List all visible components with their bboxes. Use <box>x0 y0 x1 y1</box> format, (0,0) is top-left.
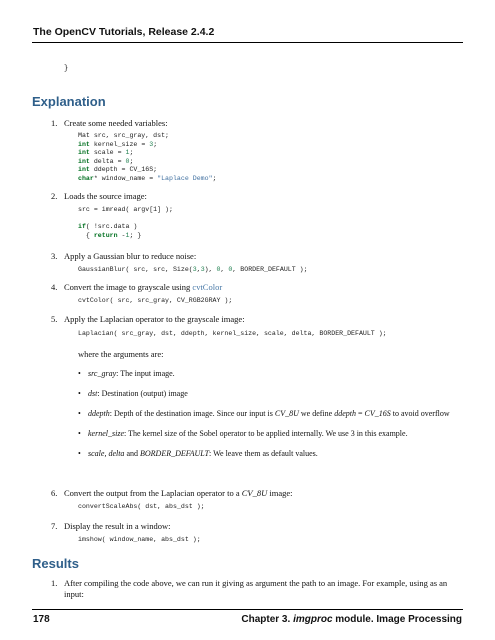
step-text: Apply the Laplacian operator to the grayscale image: <box>64 314 245 324</box>
arg-desc: we define <box>298 409 335 418</box>
step-text: image: <box>267 488 293 498</box>
list-item <box>78 428 468 439</box>
list-item <box>78 448 468 459</box>
code-keyword: char <box>78 174 94 182</box>
arg-desc: and <box>124 449 140 458</box>
code-keyword: int <box>78 166 90 174</box>
code-line: ddepth = CV_16S; <box>89 166 158 174</box>
code-number: 0 <box>228 266 233 273</box>
arg-desc: : We leave them as default values. <box>209 449 318 458</box>
footer-rest: module. Image Processing <box>332 614 462 625</box>
step-text: Create some needed variables: <box>64 118 168 128</box>
code-number: 0 <box>125 157 130 165</box>
code-gray: cvtColor( src, src_gray, CV_RGB2GRAY ); <box>78 297 233 304</box>
step-text: Convert the image to grayscale using <box>64 282 193 292</box>
step-6 <box>51 488 293 498</box>
list-item <box>78 368 468 379</box>
step-text: Convert the output from the Laplacian operator to a <box>64 488 242 498</box>
header-rule <box>32 42 463 43</box>
code-line: - <box>117 231 126 239</box>
arg-term: ddepth <box>88 409 110 418</box>
code-laplacian: Laplacian( src_gray, dst, ddepth, kernel_size, scale, delta, BORDER_DEFAULT ); <box>78 330 387 337</box>
arg-desc: : Depth of the destination image. Since our input is <box>109 409 275 418</box>
arg-desc: : Destination (output) image <box>97 389 188 398</box>
step-text: After compiling the code above, we can run it giving as argument the path to an image. For example, using as an input: <box>64 578 448 599</box>
arg-term: dst <box>88 389 98 398</box>
arg-term: BORDER_DEFAULT <box>140 449 210 458</box>
code-number: 3 <box>149 140 154 148</box>
code-line: src = imread( argv[1] ); <box>78 206 173 213</box>
arg-term: ddepth <box>334 409 356 418</box>
code-line: GaussianBlur( src, src, Size( <box>78 266 193 273</box>
code-punct: ; <box>129 149 134 157</box>
code-line: { <box>78 231 94 239</box>
list-item <box>78 408 468 419</box>
page-number: 178 <box>33 614 50 625</box>
code-number: 1 <box>125 231 130 239</box>
code-punct: , <box>196 266 201 273</box>
arg-term: CV_16S <box>364 409 391 418</box>
code-line: , BORDER_DEFAULT ); <box>232 266 308 273</box>
code-punct: , <box>220 266 229 273</box>
step-number: 1. <box>51 578 58 588</box>
code-punct: ), <box>204 266 217 273</box>
section-explanation: Explanation <box>32 94 106 109</box>
step-2 <box>51 191 147 201</box>
code-convert: convertScaleAbs( dst, abs_dst ); <box>78 503 205 510</box>
step-number: 6. <box>51 488 58 498</box>
code-line: kernel_size = <box>89 140 150 148</box>
closing-brace: } <box>64 65 69 73</box>
code-keyword: return <box>93 231 118 239</box>
code-number: 3 <box>200 266 205 273</box>
code-line: delta = <box>89 157 126 165</box>
cvtcolor-link[interactable]: cvtColor <box>192 282 223 292</box>
arg-term: scale, delta <box>88 449 125 458</box>
running-header: The OpenCV Tutorials, Release 2.4.2 <box>33 26 215 38</box>
code-line: ; } <box>129 231 142 239</box>
step-number: 1. <box>51 118 58 128</box>
step-number: 2. <box>51 191 58 201</box>
arg-desc: : The kernel size of the Sobel operator to be applied internally. We use 3 in this example. <box>124 429 408 438</box>
code-number: 0 <box>216 266 221 273</box>
step-number: 4. <box>51 282 58 292</box>
step-number: 7. <box>51 521 58 531</box>
arg-desc: : The input image. <box>116 369 175 378</box>
step-number: 5. <box>51 314 58 324</box>
section-results: Results <box>32 556 79 571</box>
step-4 <box>51 282 223 292</box>
results-step-1 <box>51 578 462 600</box>
code-punct: ; <box>153 140 158 148</box>
arg-term: src_gray <box>88 369 117 378</box>
code-line: scale = <box>89 149 126 157</box>
arg-desc: to avoid overflow <box>390 409 450 418</box>
code-line: ( !src.data ) <box>85 223 138 231</box>
arg-desc: = <box>355 409 365 418</box>
code-number: 3 <box>192 266 197 273</box>
step-number: 3. <box>51 251 58 261</box>
code-load <box>78 206 173 240</box>
footer-module: imgproc <box>293 614 333 625</box>
step-em: CV_8U <box>241 488 268 498</box>
code-keyword: if <box>78 223 86 231</box>
arg-term: kernel_size <box>88 429 124 438</box>
step-text: Display the result in a window: <box>64 521 171 531</box>
list-item <box>78 388 468 399</box>
footer-chapter: Chapter 3. <box>241 614 291 625</box>
step-text: Apply a Gaussian blur to reduce noise: <box>64 251 197 261</box>
code-keyword: int <box>78 157 90 165</box>
step-3 <box>51 251 197 261</box>
code-blur <box>78 266 308 275</box>
code-keyword: int <box>78 140 90 148</box>
code-show: imshow( window_name, abs_dst ); <box>78 536 201 543</box>
arg-term: CV_8U <box>274 409 299 418</box>
argument-list <box>78 368 468 468</box>
code-string: "Laplace Demo" <box>157 174 213 182</box>
step-5 <box>51 314 245 324</box>
where-label: where the arguments are: <box>78 349 164 359</box>
code-line: Mat src, src_gray, dst; <box>78 132 170 139</box>
code-keyword: int <box>78 149 90 157</box>
chapter-footer <box>241 614 462 625</box>
code-punct: ; <box>212 174 217 182</box>
code-punct: ; <box>129 157 134 165</box>
footer-rule <box>32 609 463 610</box>
code-line: * window_name = <box>93 174 158 182</box>
code-variables <box>78 132 217 184</box>
step-text: Loads the source image: <box>64 191 147 201</box>
step-7 <box>51 521 171 531</box>
code-number: 1 <box>125 149 130 157</box>
step-1 <box>51 118 168 128</box>
